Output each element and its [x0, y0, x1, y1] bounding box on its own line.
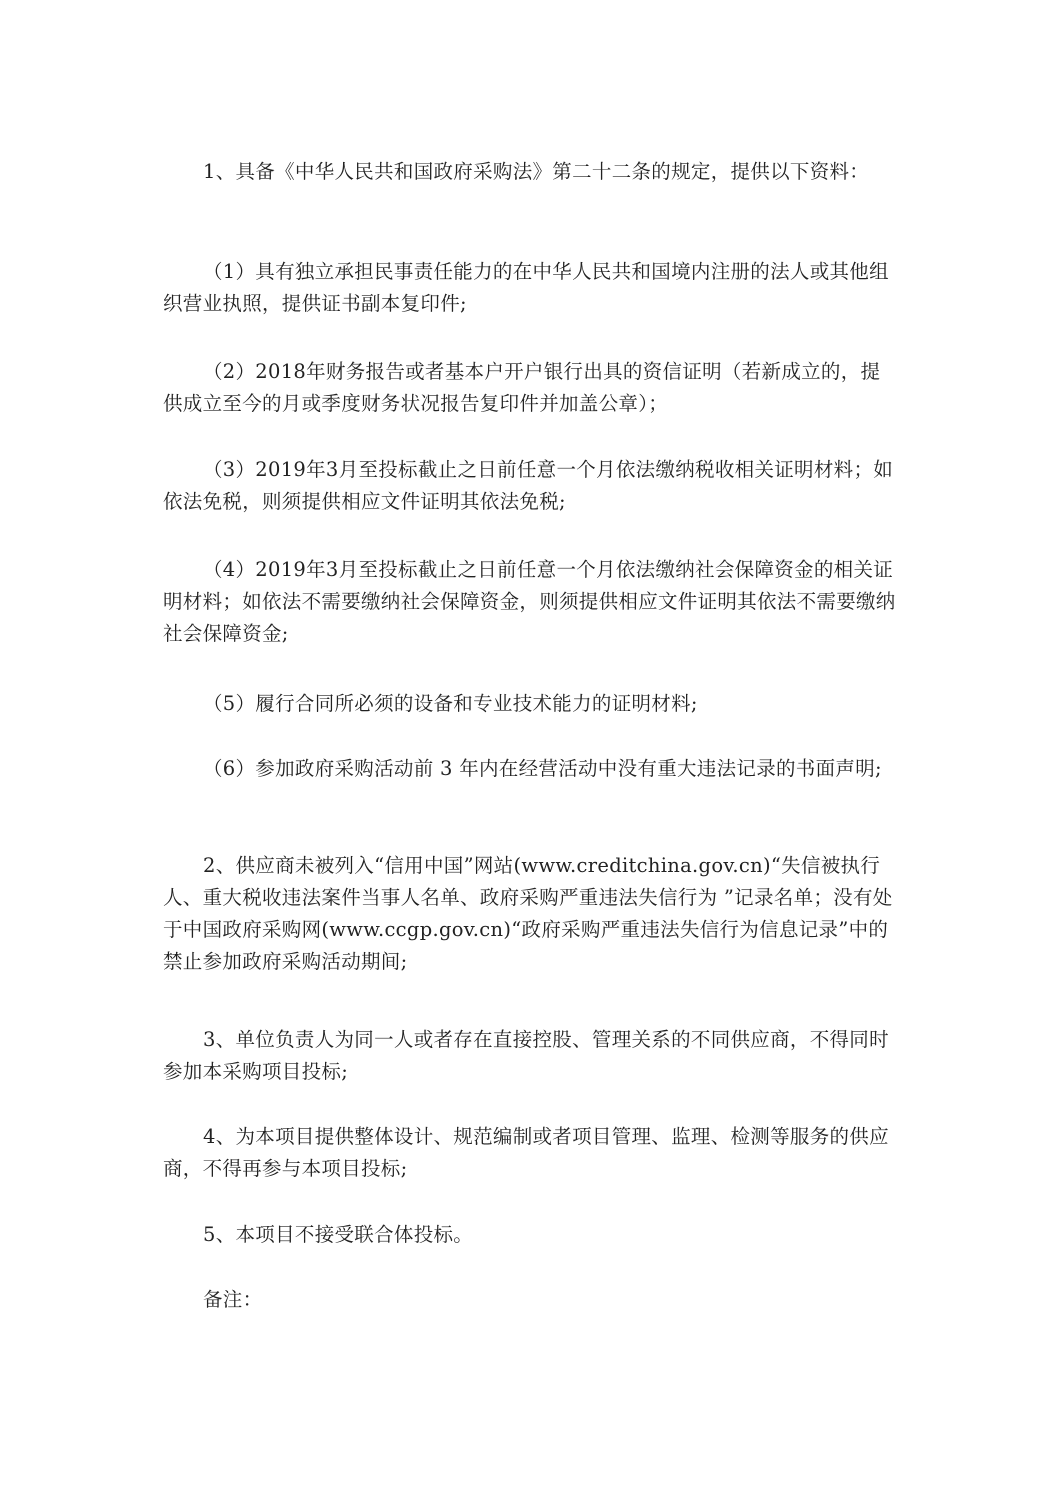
paragraph-item-6-no-violation: （6）参加政府采购活动前 3 年内在经营活动中没有重大违法记录的书面声明; — [203, 756, 882, 780]
paragraph-requirement-4-design: 4、为本项目提供整体设计、规范编制或者项目管理、监理、检测等服务的供应商，不得再参与本项目投标; — [163, 1124, 889, 1180]
paragraph-item-4-social-security: （4）2019年3月至投标截止之日前任意一个月依法缴纳社会保障资金的相关证明材料；如依法不需要缴纳社会保障资金，则须提供相应文件证明其依法不需要缴纳社会保障资金; — [163, 557, 896, 645]
paragraph-item-3-tax-proof: （3）2019年3月至投标截止之日前任意一个月依法缴纳税收相关证明材料；如依法免税，则须提供相应文件证明其依法免税; — [163, 457, 894, 513]
paragraph-item-2-financial-report: （2）2018年财务报告或者基本户开户银行出具的资信证明（若新成立的，提供成立至今的月或季度财务状况报告复印件并加盖公章）； — [163, 359, 881, 415]
paragraph-requirement-2-credit: 2、供应商未被列入“信用中国”网站(www.creditchina.gov.cn)“失信被执行人、重大税收违法案件当事人名单、政府采购严重违法失信行为 ”记录名单；没有处于中国政府采购网(www.ccgp.gov.cn)“政府采购严重违法失信行为信息记录”中的禁止参加政府采购活动期间; — [163, 853, 893, 973]
paragraph-requirement-3-control: 3、单位负责人为同一人或者存在直接控股、管理关系的不同供应商，不得同时参加本采购项目投标; — [163, 1027, 889, 1083]
paragraph-item-5-equipment: （5）履行合同所必须的设备和专业技术能力的证明材料; — [203, 691, 698, 715]
paragraph-requirement-1: 1、具备《中华人民共和国政府采购法》第二十二条的规定，提供以下资料： — [203, 159, 870, 183]
paragraph-item-1-business-license: （1）具有独立承担民事责任能力的在中华人民共和国境内注册的法人或其他组织营业执照，提供证书副本复印件; — [163, 259, 889, 315]
paragraph-remarks: 备注： — [203, 1287, 263, 1311]
paragraph-requirement-5-consortium: 5、本项目不接受联合体投标。 — [203, 1222, 474, 1246]
